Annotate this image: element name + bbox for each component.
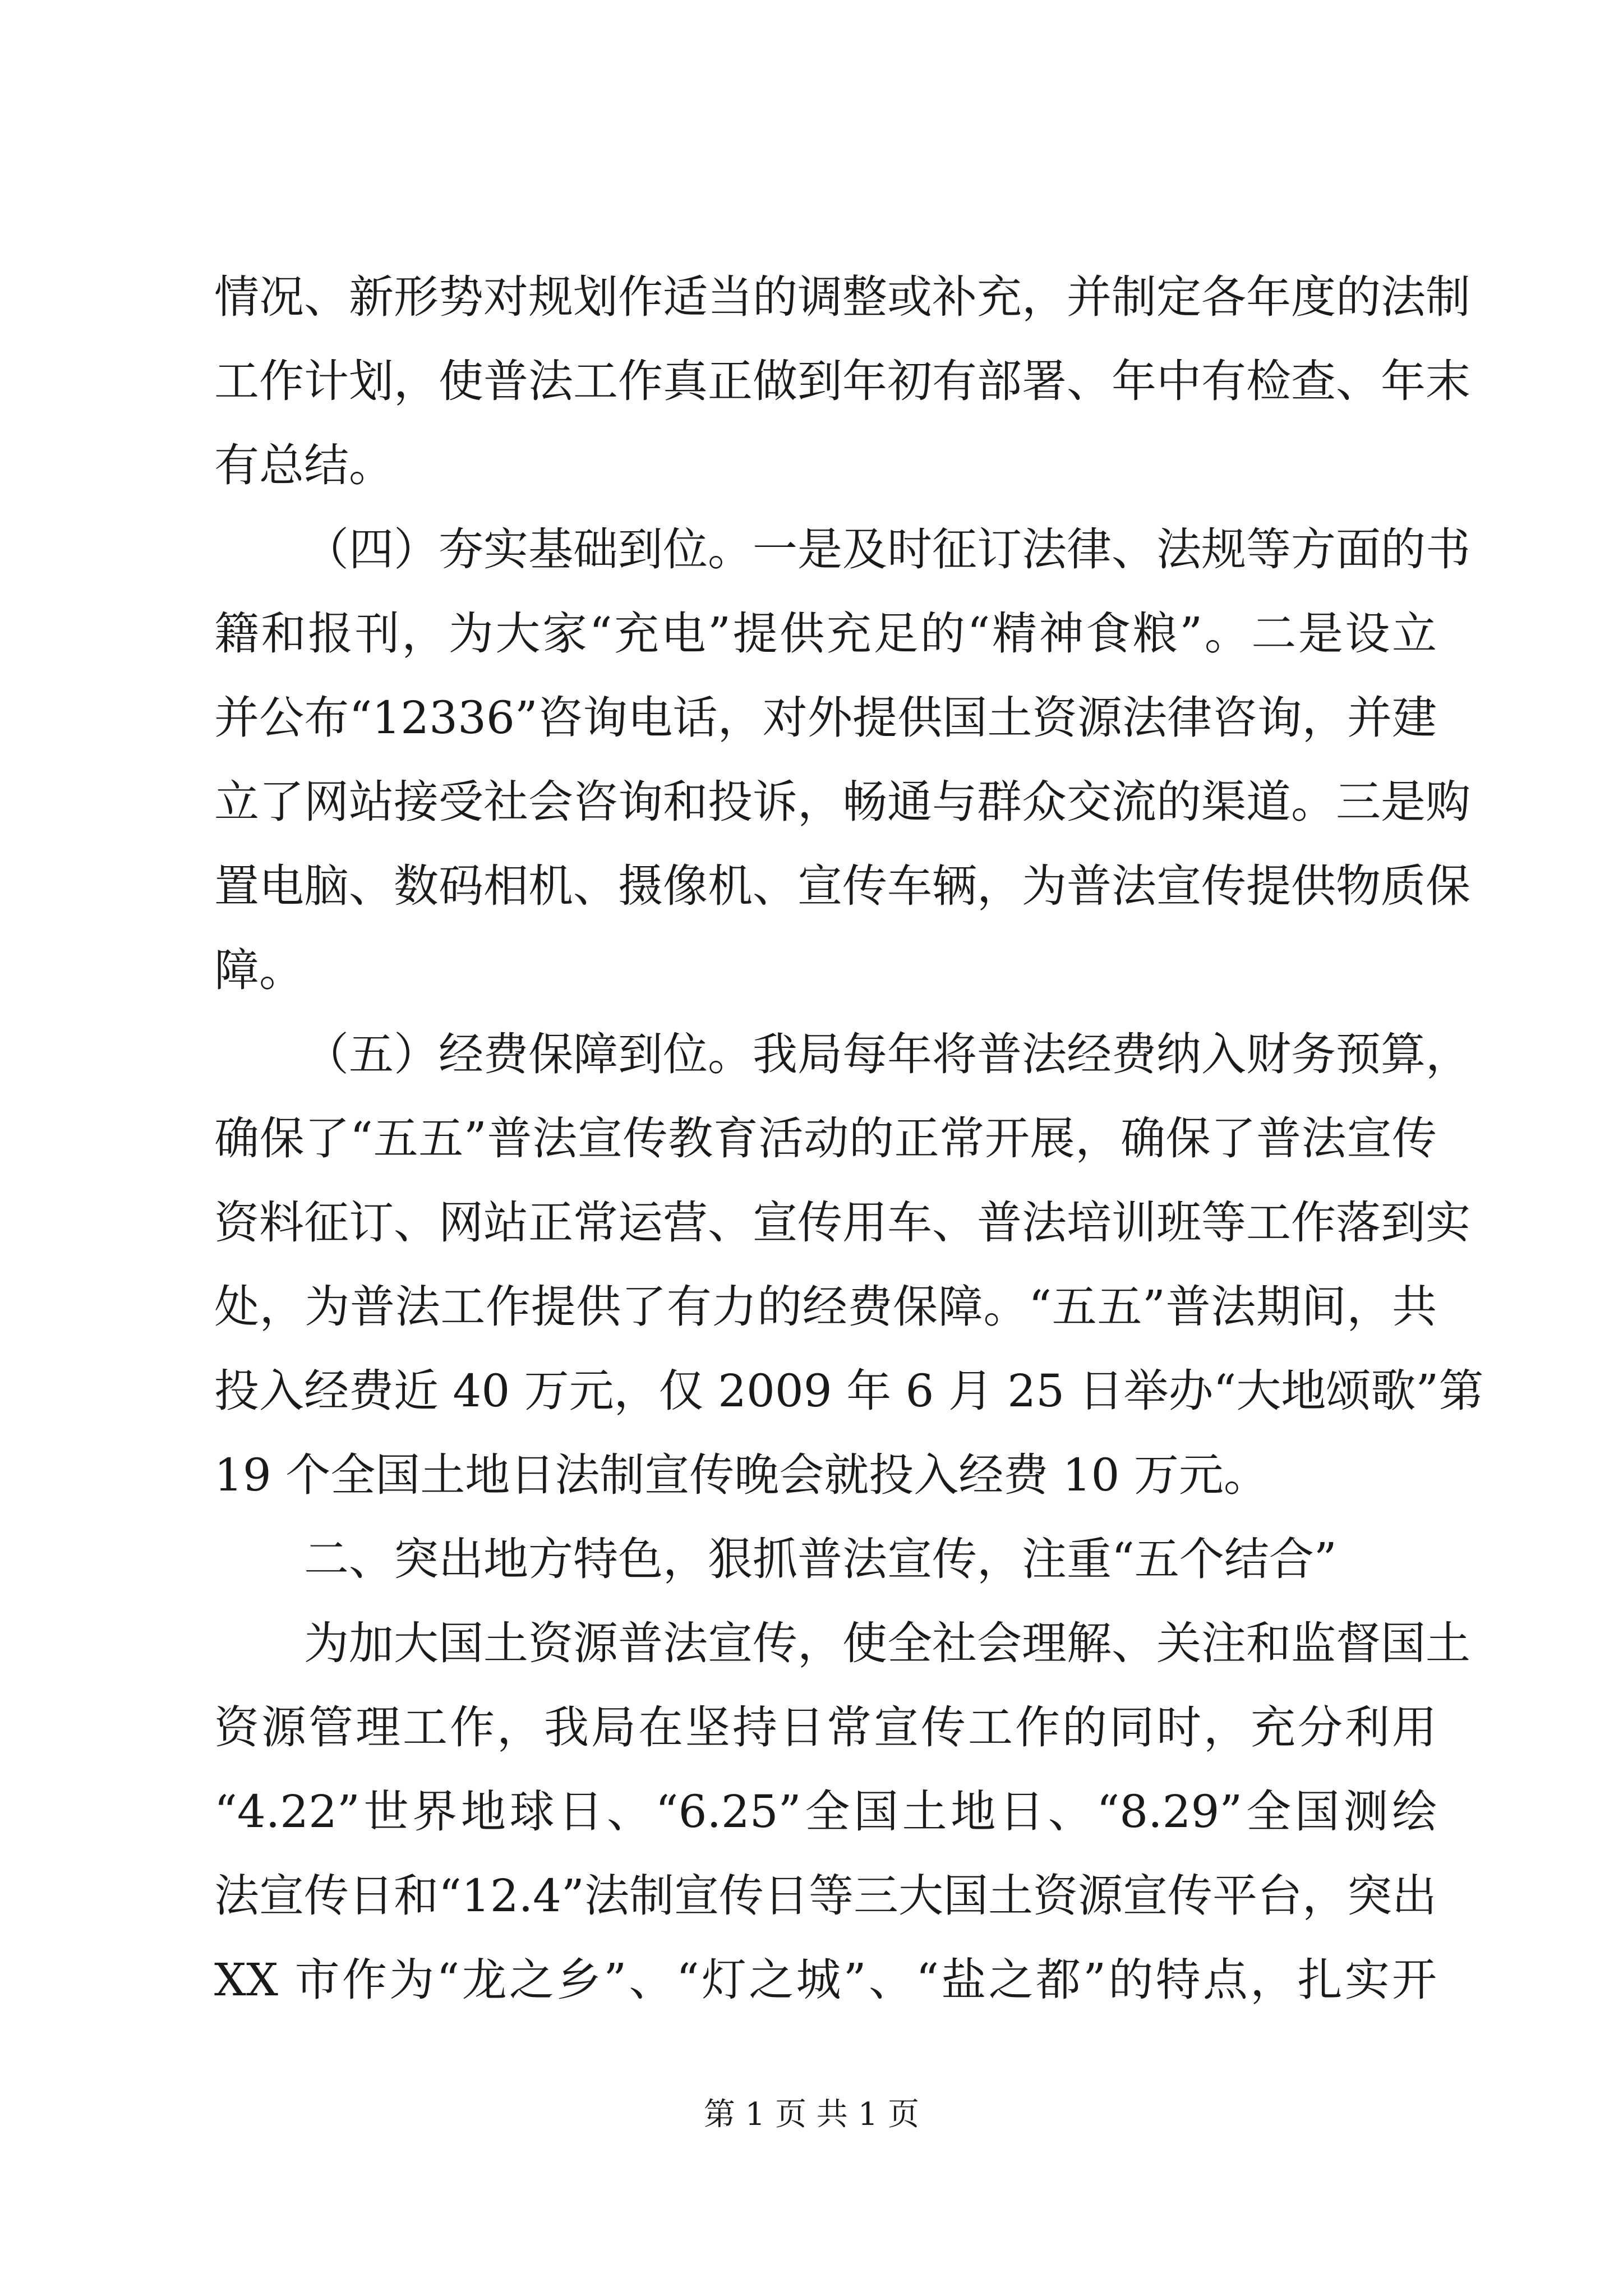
text-line: 工作计划，使普法工作真正做到年初有部署、年中有检查、年末 — [214, 355, 1470, 407]
text-line: 立了网站接受社会咨询和投诉，畅通与群众交流的渠道。三是购 — [214, 776, 1470, 828]
section-heading: 二、突出地方特色，狠抓普法宣传，注重“五个结合” — [304, 1533, 1337, 1585]
text-line: 资料征订、网站正常运营、宣传用车、普法培训班等工作落到实 — [214, 1197, 1470, 1249]
text-line: 处，为普法工作提供了有力的经费保障。“五五”普法期间，共 — [214, 1281, 1437, 1333]
text-line: 障。 — [214, 944, 304, 996]
text-line: 籍和报刊，为大家“充电”提供充足的“精神食粮”。二是设立 — [214, 608, 1437, 660]
page-footer: 第 1 页 共 1 页 — [703, 2096, 920, 2133]
text-line: 法宣传日和“12.4”法制宣传日等三大国土资源宣传平台，突出 — [214, 1870, 1437, 1922]
text-line: 资源管理工作，我局在坚持日常宣传工作的同时，充分利用 — [214, 1701, 1437, 1754]
text-line: 确保了“五五”普法宣传教育活动的正常开展，确保了普法宣传 — [214, 1112, 1437, 1165]
text-line: 置电脑、数码相机、摄像机、宣传车辆，为普法宣传提供物质保 — [214, 860, 1470, 912]
text-line: “4.22”世界地球日、“6.25”全国土地日、“8.29”全国测绘 — [214, 1786, 1437, 1838]
text-line: （四）夯实基础到位。一是及时征订法律、法规等方面的书 — [304, 523, 1470, 576]
text-line: 投入经费近 40 万元，仅 2009 年 6 月 25 日举办“大地颂歌”第 — [214, 1365, 1484, 1417]
text-line: 为加大国土资源普法宣传，使全社会理解、关注和监督国土 — [304, 1617, 1470, 1669]
text-line: 情况、新形势对规划作适当的调整或补充，并制定各年度的法制 — [214, 271, 1470, 323]
text-line: （五）经费保障到位。我局每年将普法经费纳入财务预算， — [304, 1028, 1470, 1080]
text-line: 并公布“12336”咨询电话，对外提供国土资源法律咨询，并建 — [214, 692, 1437, 744]
text-line: 19 个全国土地日法制宣传晚会就投入经费 10 万元。 — [214, 1449, 1269, 1501]
text-line: 有总结。 — [214, 439, 394, 491]
text-line: XX 市作为“龙之乡”、“灯之城”、“盐之都”的特点，扎实开 — [214, 1954, 1437, 2006]
